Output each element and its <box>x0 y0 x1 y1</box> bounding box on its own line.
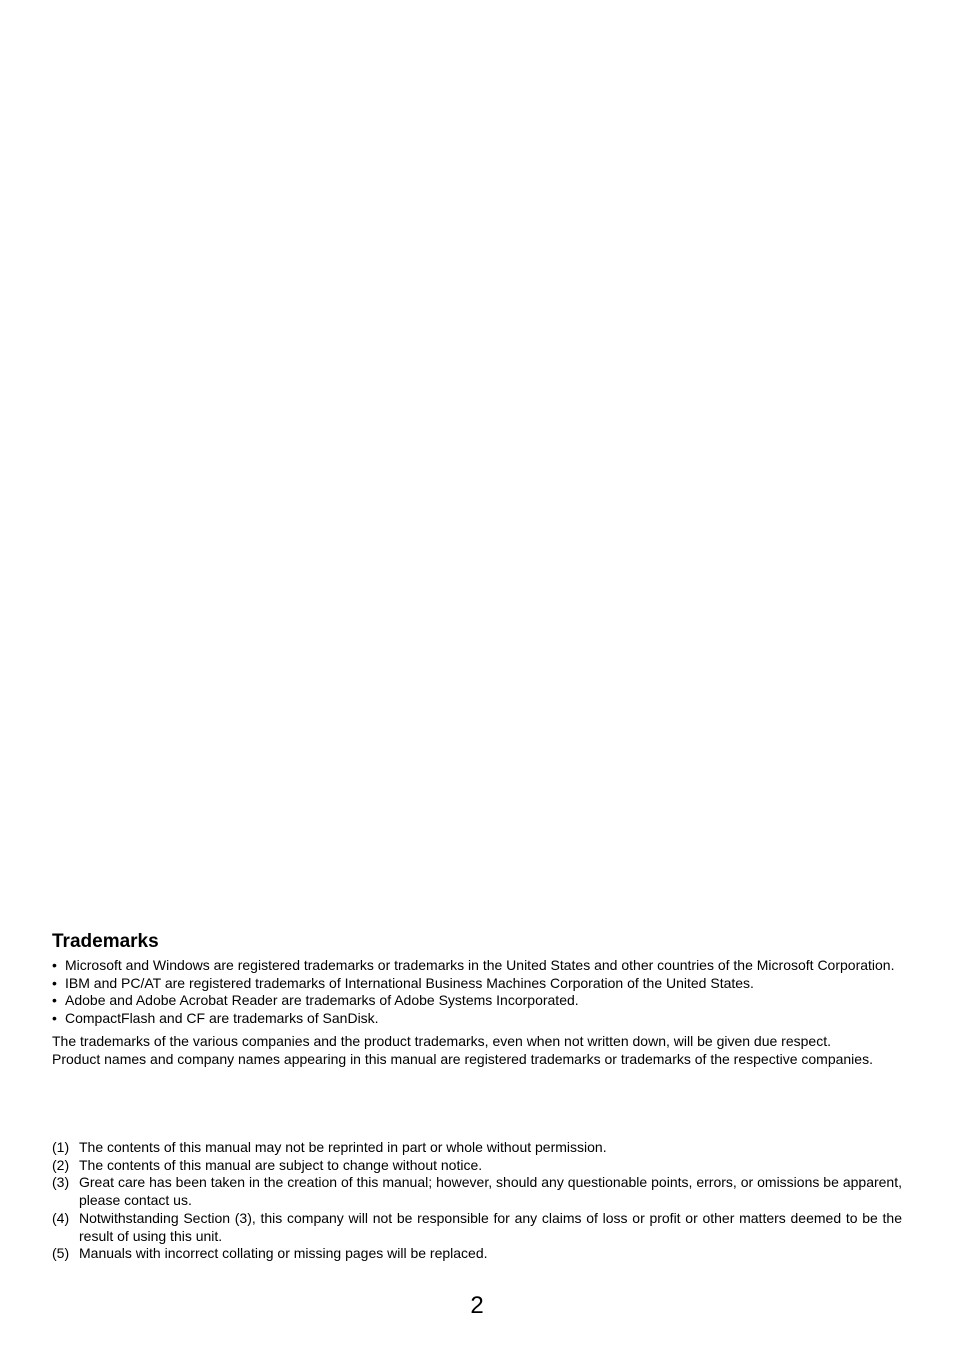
list-item <box>52 992 902 1010</box>
notice-number: (2) <box>52 1156 70 1173</box>
list-item <box>52 1245 902 1263</box>
notice-number: (3) <box>52 1174 70 1191</box>
trademark-text: IBM and PC/AT are registered trademarks of International Business Machines Corporation of the United States. <box>65 974 754 991</box>
list-item <box>52 1010 902 1028</box>
notice-text: The contents of this manual may not be reprinted in part or whole without permission. <box>79 1139 607 1155</box>
trademark-text: CompactFlash and CF are trademarks of SanDisk. <box>65 1009 379 1026</box>
trademarks-heading: Trademarks <box>52 931 159 952</box>
list-item <box>52 957 902 975</box>
notice-text: Notwithstanding Section (3), this company will not be responsible for any claims of loss or profit or other matters deemed to be the result of using this unit. <box>79 1209 902 1244</box>
notice-text: The contents of this manual are subject to change without notice. <box>79 1156 483 1173</box>
trademark-text: Adobe and Adobe Acrobat Reader are trademarks of Adobe Systems Incorporated. <box>65 992 579 1008</box>
trademarks-list <box>52 957 902 1027</box>
bullet: • <box>52 1009 57 1026</box>
page-number: 2 <box>470 1292 484 1319</box>
notice-number: (4) <box>52 1209 70 1226</box>
trademarks-note-line: The trademarks of the various companies and the product trademarks, even when not written down, will be given due respect. <box>52 1033 831 1049</box>
bullet: • <box>52 957 57 973</box>
list-item <box>52 1210 902 1245</box>
trademarks-note <box>52 1032 902 1068</box>
notices-list <box>52 1139 902 1263</box>
trademarks-note-line: Product names and company names appearing in this manual are registered trademarks or trademarks of the respective companies. <box>52 1051 873 1067</box>
bullet: • <box>52 974 57 991</box>
notice-text: Great care has been taken in the creation of this manual; however, should any questionable points, errors, or omissions be apparent, please contact us. <box>79 1174 902 1209</box>
notice-text: Manuals with incorrect collating or missing pages will be replaced. <box>79 1245 488 1262</box>
bullet: • <box>52 992 57 1008</box>
list-item <box>52 1139 902 1157</box>
list-item <box>52 1174 902 1209</box>
list-item <box>52 975 902 993</box>
list-item <box>52 1157 902 1175</box>
trademarks-section <box>52 930 902 1068</box>
notice-number: (1) <box>52 1139 70 1155</box>
trademark-text: Microsoft and Windows are registered trademarks or trademarks in the United States and other countries of the Microsoft Corporation. <box>65 957 895 973</box>
notice-number: (5) <box>52 1245 70 1262</box>
